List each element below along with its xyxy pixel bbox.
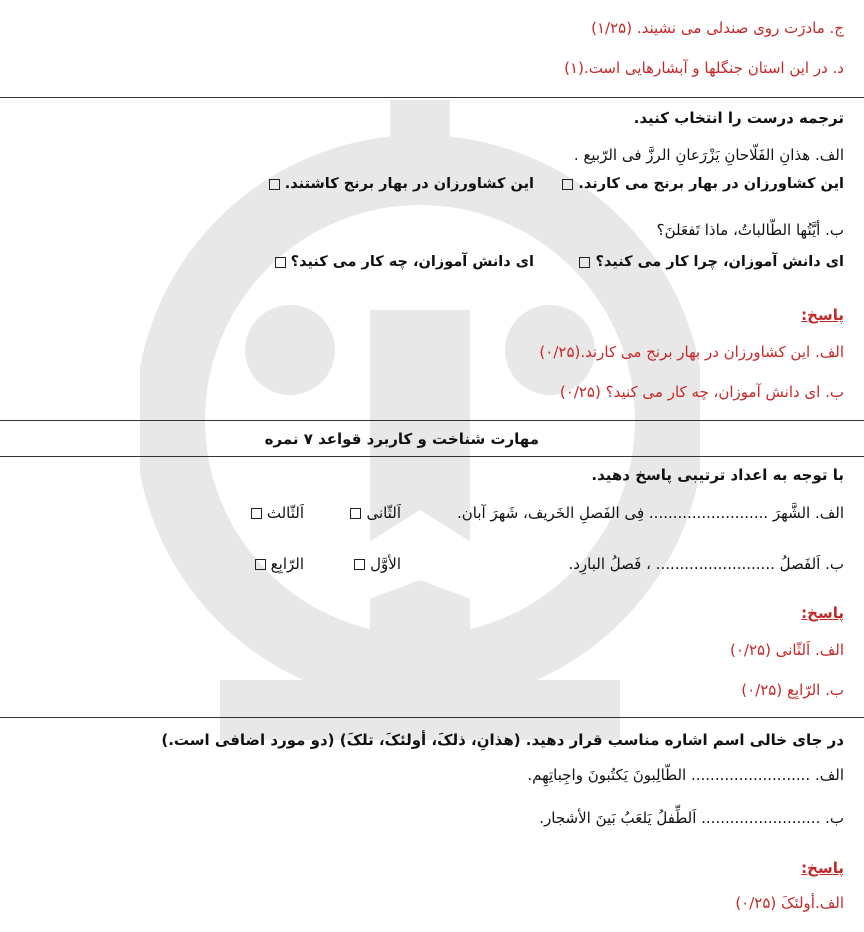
answer-heading: پاسخ: (801, 604, 844, 622)
option-checkbox[interactable] (560, 176, 844, 192)
option-checkbox[interactable] (253, 555, 304, 573)
option-label: الأوَّل (370, 555, 401, 573)
checkbox-icon[interactable] (562, 179, 573, 190)
answer-line: الف. این کشاورزان در بهار برنج می کارند.(۰/۲۵) (539, 343, 844, 361)
item-dal: د. در این استان جنگلها و آبشارهایی است.(۱) (564, 59, 844, 77)
option-label: این کشاورزان در بهار برنج کاشتند. (284, 176, 534, 192)
option-label: الرّابِع (270, 555, 304, 573)
answer-line: الف.أولئکَ (۰/۲۵) (735, 894, 844, 912)
question-sentence: الف. ......................... الطّالِبونَ یَکتُبونَ واجِباتِهِم. (527, 766, 844, 784)
checkbox-icon[interactable] (275, 257, 286, 268)
option-label: اَلثّالث (266, 504, 304, 522)
option-label: ای دانش آموزان، چرا کار می کنید؟ (595, 254, 844, 270)
question-arabic-sentence: ب. أیَّتُها الطّالباتُ، ماذا تَفعَلنَ؟ (656, 221, 844, 239)
question-sentence: ب. اَلفَصلُ ......................... ، فَصلُ البارِد. (568, 555, 844, 573)
checkbox-icon[interactable] (255, 559, 266, 570)
question-title: ترجمه درست را انتخاب کنید. (633, 109, 844, 127)
divider (0, 456, 864, 457)
option-checkbox[interactable] (577, 254, 844, 270)
checkbox-icon[interactable] (251, 508, 262, 519)
option-checkbox[interactable] (348, 504, 401, 522)
option-label: این کشاورزان در بهار برنج می کارند. (578, 176, 844, 192)
question-title: در جای خالی اسم اشاره مناسب قرار دهید. (هذانِ، ذلکَ، أولئکَ، تلکَ) (دو مورد اضافی است.) (161, 731, 844, 749)
option-checkbox[interactable] (352, 555, 401, 573)
option-checkbox[interactable] (267, 176, 534, 192)
divider (0, 420, 864, 421)
question-sentence: ب. ......................... اَلطِّفلُ یَلعَبُ بَینَ الأشجار. (539, 809, 844, 827)
question-arabic-sentence: الف. هذانِ الفَلّاحانِ یَزْرَعانِ الرزَّ فی الرّبیع . (573, 146, 844, 164)
question-title: با توجه به اعداد ترتیبی پاسخ دهید. (591, 466, 844, 484)
item-jim: ج. مادرَت روی صندلی می نشیند. (۱/۲۵) (591, 19, 844, 37)
section-header: مهارت شناخت و کاربرد قواعد ۷ نمره (264, 430, 539, 448)
option-label: اَلثّانی (366, 504, 401, 522)
divider (0, 97, 864, 98)
answer-heading: پاسخ: (801, 306, 844, 324)
question-sentence: الف. الشَّهرَ ......................... فِی الفَصلِ الخَریف، شَهرَ آبان. (457, 504, 844, 522)
answer-line: ب. ای دانش آموزان، چه کار می کنید؟ (۰/۲۵) (559, 383, 844, 401)
option-label: ای دانش آموزان، چه کار می کنید؟ (290, 254, 534, 270)
checkbox-icon[interactable] (579, 257, 590, 268)
divider (0, 717, 864, 718)
answer-line: ب. الرّابِع (۰/۲۵) (741, 681, 844, 699)
option-checkbox[interactable] (249, 504, 304, 522)
answer-heading: پاسخ: (801, 859, 844, 877)
checkbox-icon[interactable] (269, 179, 280, 190)
checkbox-icon[interactable] (354, 559, 365, 570)
option-checkbox[interactable] (273, 254, 534, 270)
checkbox-icon[interactable] (350, 508, 361, 519)
answer-line: الف. اَلثّانی (۰/۲۵) (729, 641, 844, 659)
